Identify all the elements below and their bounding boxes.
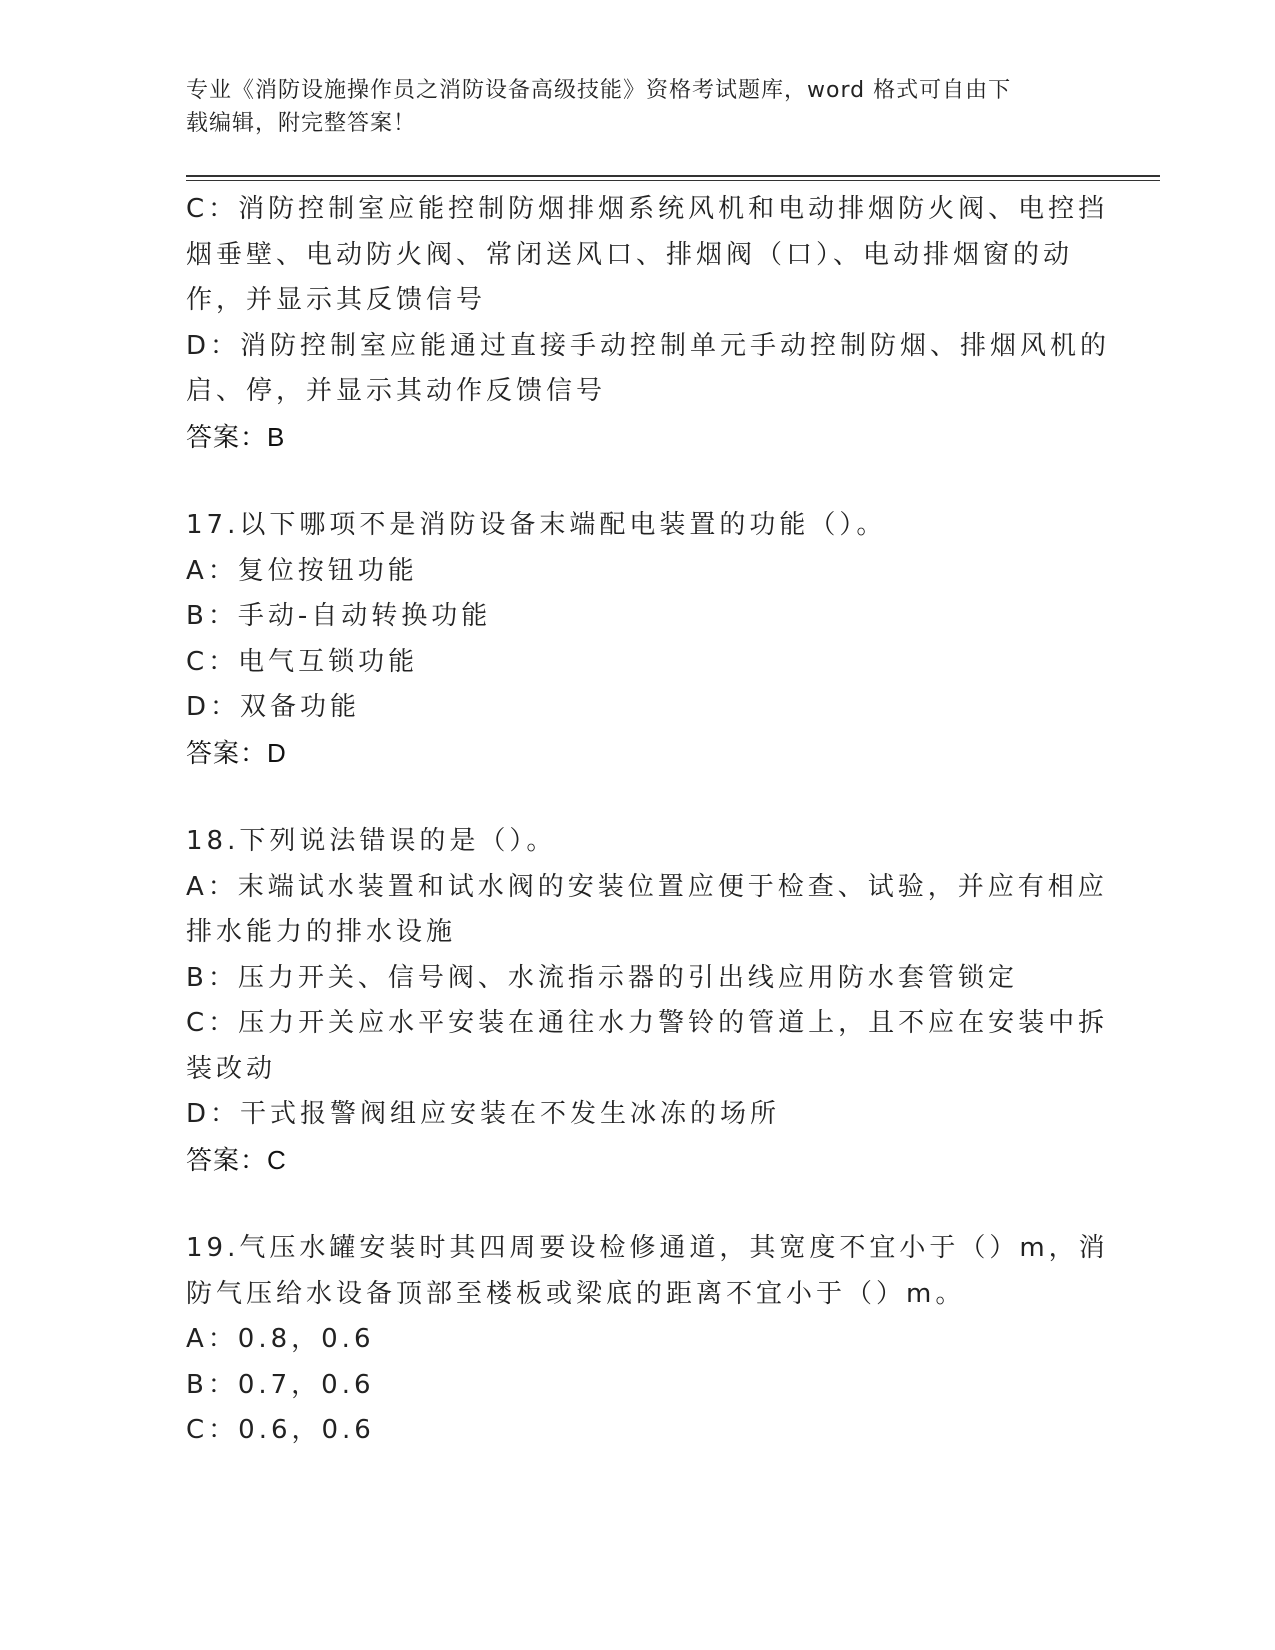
- question-text: 17.以下哪项不是消防设备末端配电装置的功能（）。: [186, 510, 887, 540]
- header-divider-thick: [186, 175, 1160, 177]
- option-b: B：0.7，0.6: [186, 1369, 375, 1400]
- header-line-1: 专业《消防设施操作员之消防设备高级技能》资格考试题库，word 格式可自由下: [186, 78, 1012, 103]
- header-line-2: 载编辑，附完整答案！: [186, 111, 417, 136]
- option-b: B：手动-自动转换功能: [186, 601, 492, 631]
- option-c-line: 烟垂壁、电动防火阀、常闭送风口、排烟阀（口）、电动排烟窗的动: [186, 239, 1074, 270]
- answer-line: 答案：B: [186, 421, 286, 452]
- question-text-line: 防气压给水设备顶部至楼板或梁底的距离不宜小于（）m。: [186, 1278, 966, 1309]
- option-c-line: 作，并显示其反馈信号: [186, 285, 487, 315]
- option-c: C：电气互锁功能: [186, 646, 419, 677]
- question-19: [186, 1226, 1109, 1454]
- option-c: C：0.6，0.6: [186, 1415, 375, 1445]
- answer-line: 答案：C: [186, 1144, 287, 1175]
- document-header: [186, 74, 1076, 140]
- option-d: D：双备功能: [186, 692, 361, 722]
- option-a: A：复位按钮功能: [186, 555, 418, 586]
- header-divider-thin: [186, 180, 1160, 181]
- question-text-line: 19.气压水罐安装时其四周要设检修通道，其宽度不宜小于（）m，消: [186, 1233, 1109, 1263]
- option-b: B：压力开关、信号阀、水流指示器的引出线应用防水套管锁定: [186, 962, 1018, 993]
- answer-line: 答案：D: [186, 737, 287, 768]
- question-content: [186, 187, 1111, 1454]
- question-16: [186, 187, 1111, 460]
- option-c-line: 装改动: [186, 1053, 277, 1084]
- option-a-line: 排水能力的排水设施: [186, 917, 457, 947]
- spacer: [186, 1183, 1086, 1226]
- option-c-line: C：消防控制室应能控制防烟排烟系统风机和电动排烟防火阀、电控挡: [186, 194, 1109, 224]
- option-d: D：干式报警阀组应安装在不发生冰冻的场所: [186, 1099, 781, 1129]
- question-17: [186, 503, 1086, 776]
- question-18: [186, 819, 1109, 1183]
- question-text: 18.下列说法错误的是（）。: [186, 826, 557, 856]
- spacer: [186, 460, 1086, 503]
- spacer: [186, 776, 1086, 819]
- option-d-line: D：消防控制室应能通过直接手动控制单元手动控制防烟、排烟风机的: [186, 330, 1111, 361]
- option-c-line: C：压力开关应水平安装在通往水力警铃的管道上，且不应在安装中拆: [186, 1008, 1109, 1038]
- option-a: A：0.8，0.6: [186, 1324, 375, 1354]
- option-a-line: A：末端试水装置和试水阀的安装位置应便于检查、试验，并应有相应: [186, 871, 1108, 902]
- option-d-line: 启、停，并显示其动作反馈信号: [186, 376, 607, 406]
